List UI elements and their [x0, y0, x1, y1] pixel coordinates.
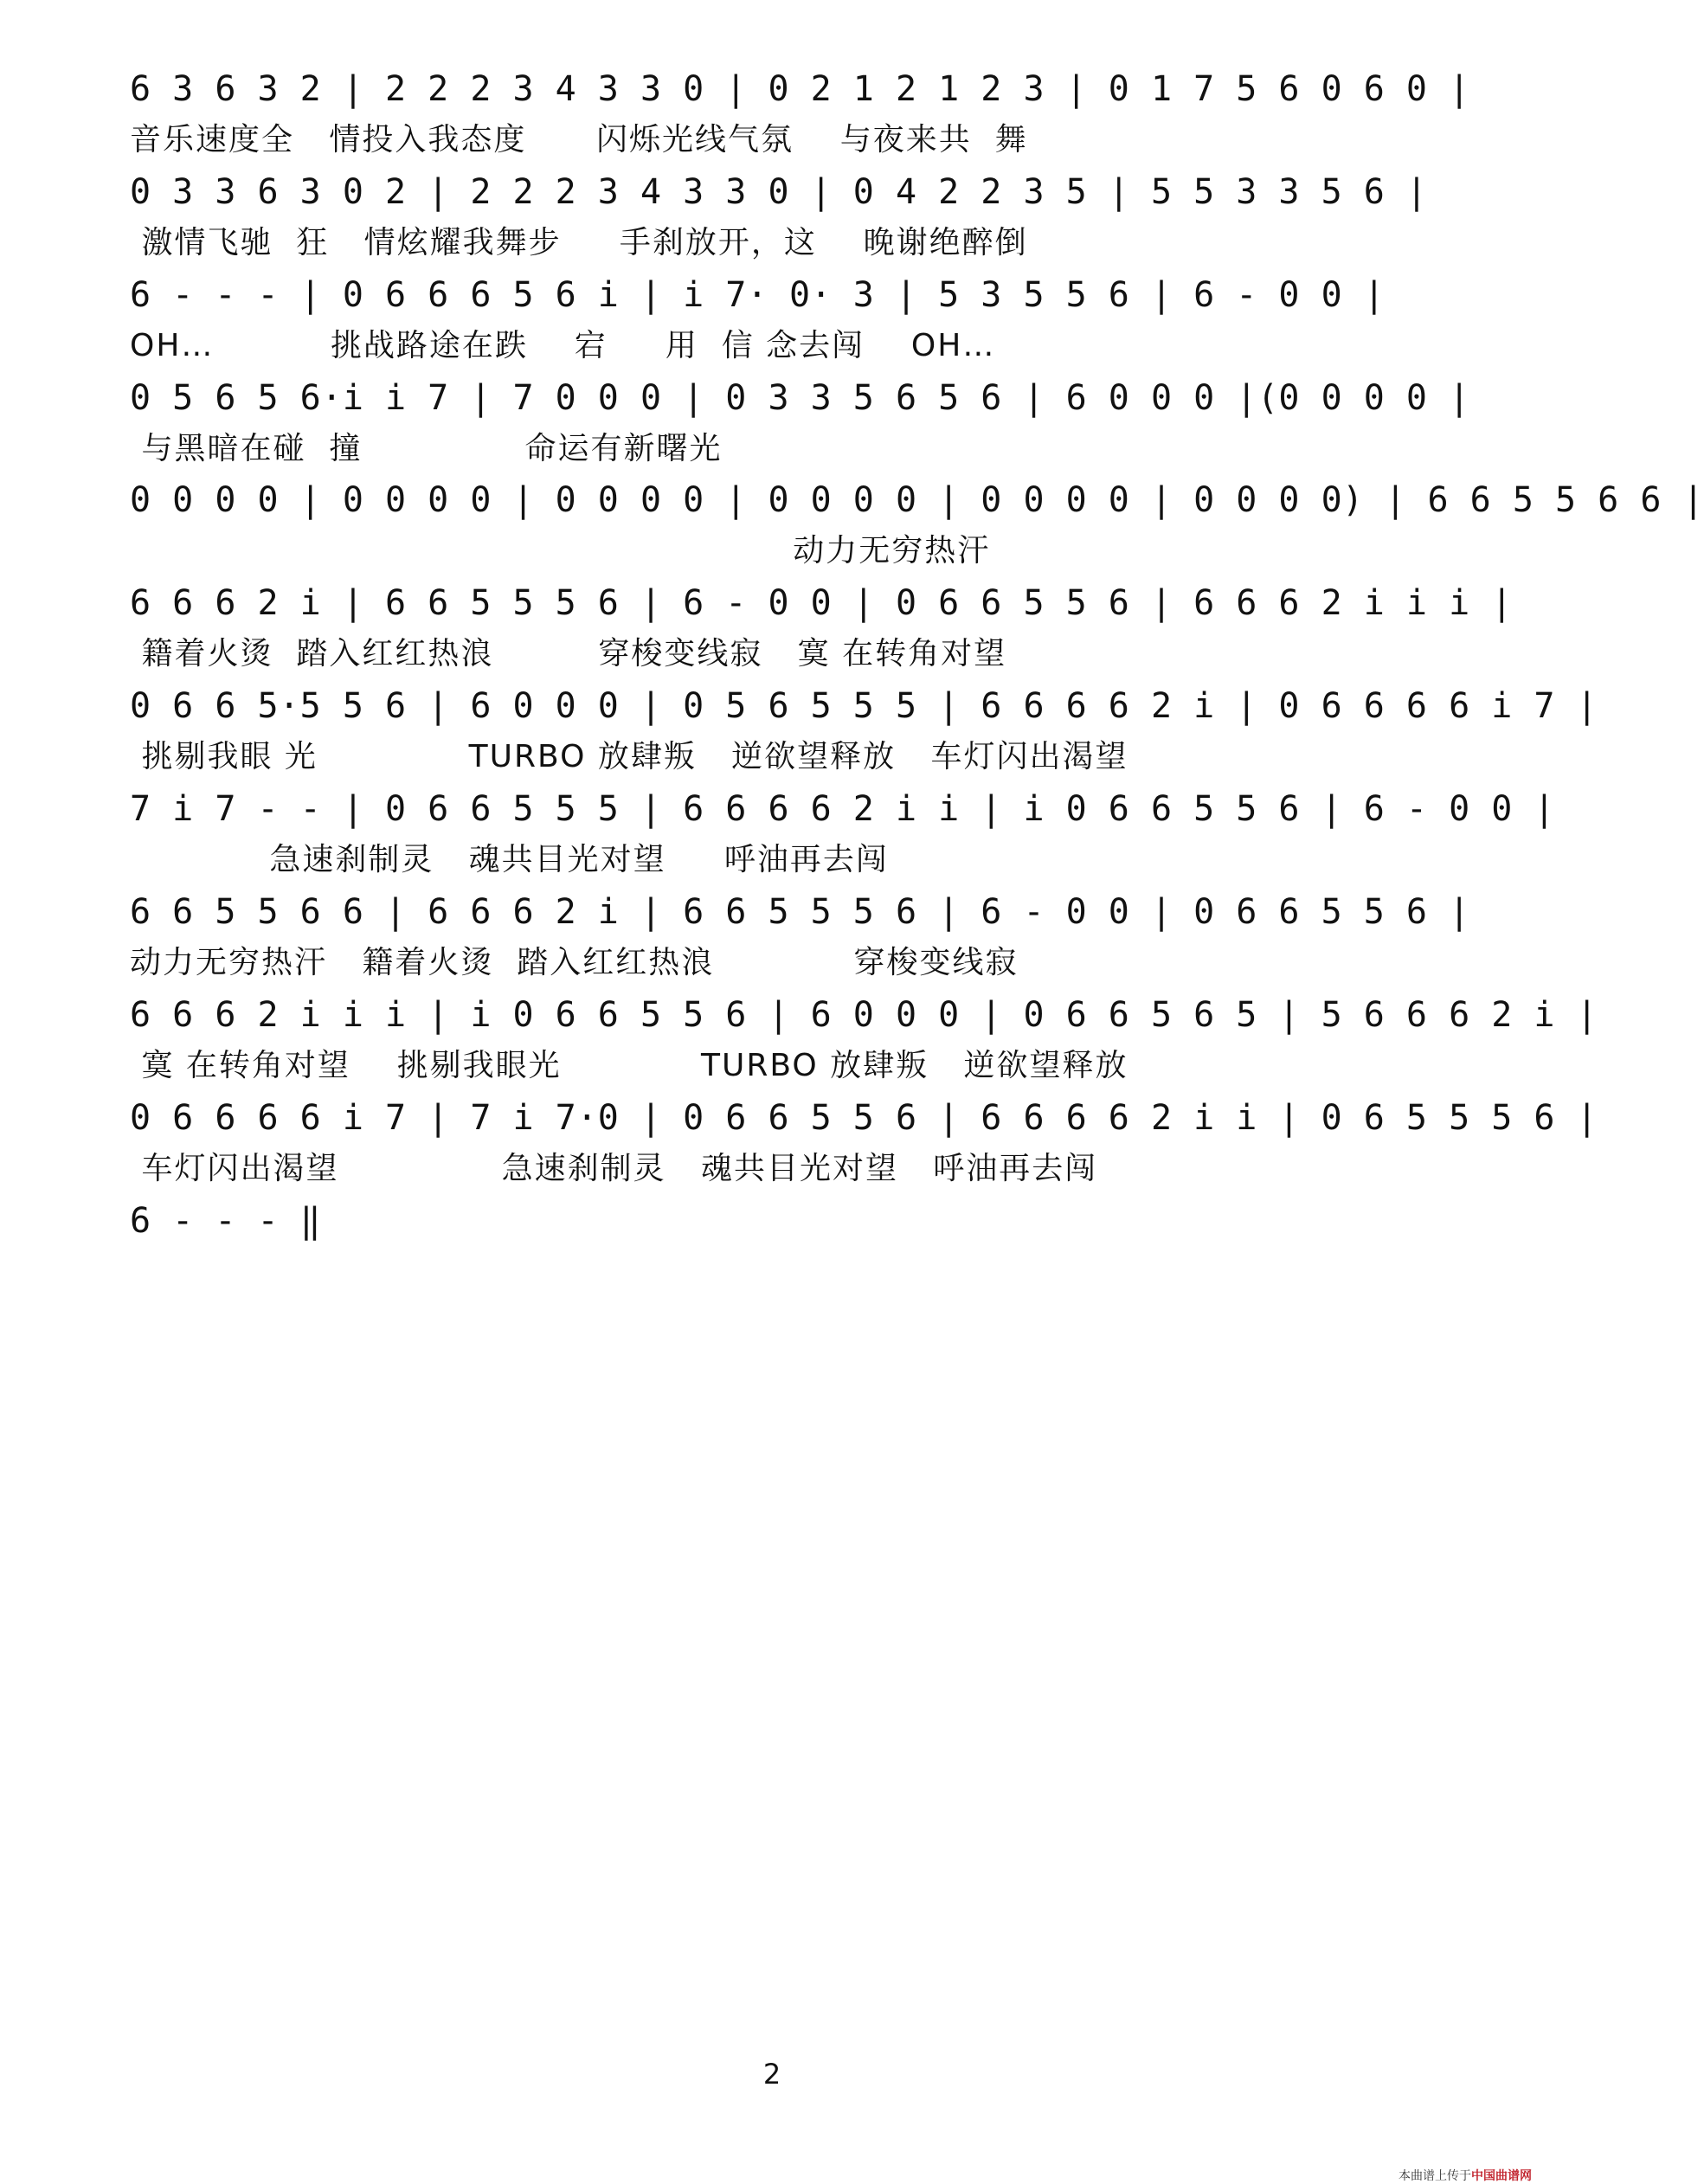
page-number: 2 [762, 2058, 781, 2091]
lyrics-line: 籍着火烫 踏入红红热浪 穿梭变线寂 寞 在转角对望 [130, 636, 1007, 671]
notation-line: 0 0 0 0 | 0 0 0 0 | 0 0 0 0 | 0 0 0 0 | 0 0 0 0 | 0 0 0 0) | 6 6 5 5 6 6 | [130, 480, 1704, 520]
notation-line: 6 6 6 2 i | 6 6 5 5 5 6 | 6 - 0 0 | 0 6 6 5 5 6 | 6 6 6 2 i i i | [130, 583, 1513, 623]
notation-line: 6 6 5 5 6 6 | 6 6 6 2 i | 6 6 5 5 5 6 | 6 - 0 0 | 0 6 6 5 5 6 | [130, 892, 1470, 932]
lyrics-line: 与黑暗在碰 撞 命运有新曙光 [130, 431, 723, 466]
notation-line: 6 - - - ‖ [130, 1201, 322, 1241]
score-system-12 [0, 1199, 1544, 1364]
notation-line: 6 6 6 2 i i i | i 0 6 6 5 5 6 | 6 0 0 0 | 0 6 6 5 6 5 | 5 6 6 6 2 i | [130, 995, 1598, 1035]
lyrics-line: 急速刹制灵 魂共目光对望 呼油再去闯 [130, 842, 889, 877]
lyrics-line: 寞 在转角对望 挑剔我眼光 TURBO 放肆叛 逆欲望释放 [130, 1048, 1128, 1083]
notation-line: 0 3 3 6 3 0 2 | 2 2 2 3 4 3 3 0 | 0 4 2 2 3 5 | 5 5 3 3 5 6 | [130, 172, 1428, 212]
lyrics-line: OH… 挑战路途在跌 宕 用 信 念去闯 OH… [130, 328, 996, 363]
notation-line: 6 3 6 3 2 | 2 2 2 3 4 3 3 0 | 0 2 1 2 1 2 3 | 0 1 7 5 6 0 6 0 | [130, 69, 1470, 109]
notation-line: 7 i 7 - - | 0 6 6 5 5 5 | 6 6 6 6 2 i i | i 0 6 6 5 5 6 | 6 - 0 0 | [130, 789, 1555, 829]
lyrics-line: 音乐速度全 情投入我态度 闪烁光线气氛 与夜来共 舞 [130, 122, 1028, 157]
notation-line: 0 6 6 5·5 5 6 | 6 0 0 0 | 0 5 6 5 5 5 | 6 6 6 6 2 i | 0 6 6 6 6 i 7 | [130, 686, 1598, 726]
watermark-prefix: 本曲谱上传于 [1399, 2169, 1471, 2183]
notation-line: 0 5 6 5 6·i i 7 | 7 0 0 0 | 0 3 3 5 6 5 6 | 6 0 0 0 |(0 0 0 0 | [130, 378, 1470, 418]
lyrics-line: 车灯闪出渴望 急速刹制灵 魂共目光对望 呼油再去闯 [130, 1151, 1098, 1186]
lyrics-line: 动力无穷热汗 [130, 533, 991, 568]
lyrics-line: 激情飞驰 狂 情炫耀我舞步 手刹放开，这 晚谢绝醉倒 [130, 225, 1028, 260]
notation-line: 0 6 6 6 6 i 7 | 7 i 7·0 | 0 6 6 5 5 6 | 6 6 6 6 2 i i | 0 6 5 5 5 6 | [130, 1098, 1598, 1138]
lyrics-line: 动力无穷热汗 籍着火烫 踏入红红热浪 穿梭变线寂 [130, 945, 1019, 980]
notation-line: 6 - - - | 0 6 6 6 5 6 i | i 7· 0· 3 | 5 3 5 5 6 | 6 - 0 0 | [130, 275, 1386, 315]
lyrics-line: 挑剔我眼 光 TURBO 放肆叛 逆欲望释放 车灯闪出渴望 [130, 739, 1128, 774]
watermark-brand: 中国曲谱网 [1471, 2169, 1532, 2183]
watermark [1399, 2167, 1532, 2184]
